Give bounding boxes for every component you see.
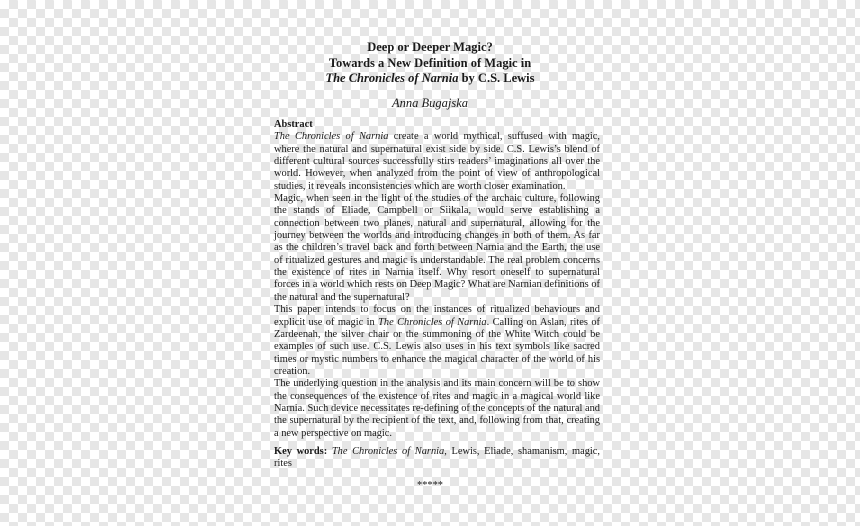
abstract-paragraph-1 — [274, 131, 600, 193]
abstract-p3-text-before: This paper intends to focus on the instances of ritualized behaviours and explicit use of magic in — [274, 304, 600, 328]
abstract-section — [274, 119, 600, 440]
title-line-3 — [230, 71, 630, 87]
abstract-heading: Abstract — [274, 119, 313, 130]
keywords-book-title: The Chronicles of Narnia — [331, 446, 445, 457]
abstract-paragraph-3 — [274, 304, 600, 378]
abstract-p3-text-after: . Calling on Aslan, rites of Zardeenah, the silver chair or the summoning of the White Witch could be examples of such use. C.S. Lewis also uses in his text symbols like sacred times or mystic numbers to enhance the magical character of the world of his creation. — [274, 316, 600, 377]
title-line-2: Towards a New Definition of Magic in — [328, 55, 532, 70]
keywords-label: Key words: — [274, 446, 328, 457]
title-book-name: The Chronicles of Narnia — [325, 71, 459, 85]
abstract-p3-book-title: The Chronicles of Narnia — [378, 316, 487, 328]
title-byline: by C.S. Lewis — [458, 71, 535, 85]
section-separator: ***** — [417, 480, 443, 491]
keywords-list: , Lewis, Eliade, shamanism, magic, rites — [274, 446, 601, 470]
title-line-1: Deep or Deeper Magic? — [367, 40, 493, 54]
abstract-paragraph-4: The underlying question in the analysis and its main concern will be to show the consequences of the existence of rites and magic in a magical world like Narnia. Such device necessitates re-defining of the concepts of the natural and the supernatural by the recipient of the text, and, following from that, creating a new perspective on magic. — [274, 378, 600, 439]
paper-title — [230, 40, 630, 87]
keywords-section — [274, 446, 600, 471]
abstract-p1-book-title: The Chronicles of Narnia — [274, 131, 389, 143]
author-name: Anna Bugajska — [391, 96, 469, 110]
abstract-paragraph-2: Magic, when seen in the light of the studies of the archaic culture, following the stands of Eliade, Campbell or Siikala, would serve establishing a connection between two planes, natural and supernatural, allowing for the journey between the worlds and introducing changes in both of them. As far as the children’s travel back and forth between Narnia and the Earth, the use of ritualized gestures and magic is understandable. The real problem concerns the existence of rites in Narnia itself. Why resort oneself to supernatural forces in a world which rests on Deep Magic? What are Narnian definitions of the natural and the supernatural? — [274, 193, 600, 303]
abstract-p1-text: create a world mythical, suffused with magic, where the natural and supernatural exist side by side. C.S. Lewis’s blend of different cultural sources successfully stirs readers’ imaginations all over the world. However, when analyzed from the point of view of anthropological studies, it reveals inconsistencies which are worth closer examination. — [274, 131, 600, 192]
